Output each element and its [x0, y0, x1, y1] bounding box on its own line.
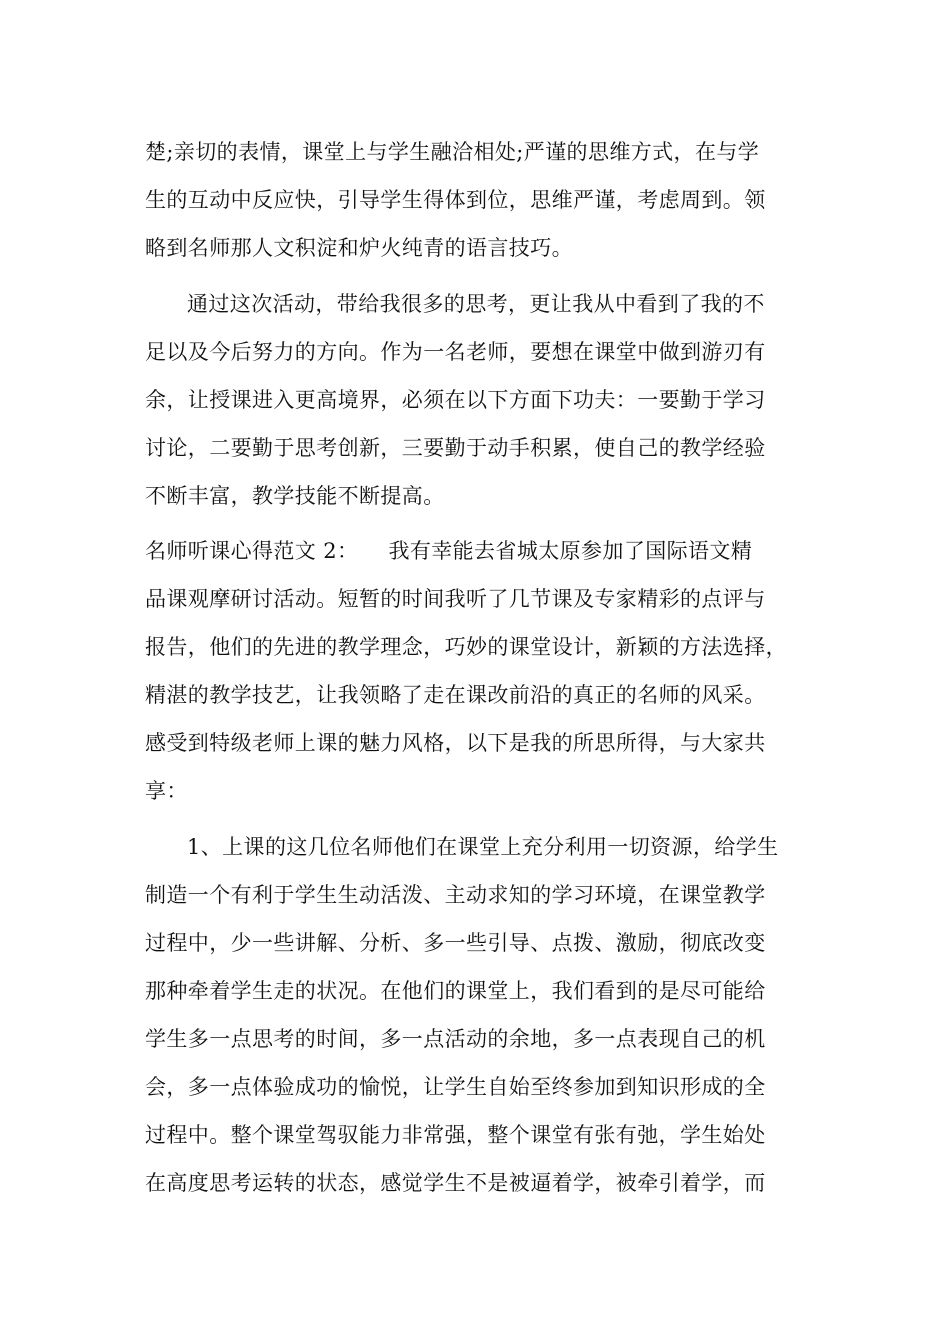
text-line: 讨论，二要勤于思考创新，三要勤于动手积累，使自己的教学经验	[145, 436, 766, 460]
text-line: 不断丰富，教学技能不断提高。	[145, 484, 445, 508]
text-line: 生的互动中反应快，引导学生得体到位，思维严谨，考虑周到。领	[145, 188, 766, 212]
text-line: 品课观摩研讨活动。短暂的时间我听了几节课及专家精彩的点评与	[145, 587, 766, 611]
text-line: 过程中，少一些讲解、分析、多一些引导、点拨、激励，彻底改变	[145, 931, 766, 955]
text-line: 足以及今后努力的方向。作为一名老师，要想在课堂中做到游刃有	[145, 340, 766, 364]
text-line: 精湛的教学技艺，让我领略了走在课改前沿的真正的名师的风采。	[145, 683, 766, 707]
text-line: 会，多一点体验成功的愉悦，让学生自始至终参加到知识形成的全	[145, 1075, 766, 1099]
text-line: 1、上课的这几位名师他们在课堂上充分利用一切资源，给学生	[187, 835, 779, 859]
text-line: 过程中。整个课堂驾驭能力非常强，整个课堂有张有弛，学生始处	[145, 1123, 766, 1147]
text-line: 通过这次活动，带给我很多的思考，更让我从中看到了我的不	[187, 292, 765, 316]
text-line: 感受到特级老师上课的魅力风格，以下是我的所思所得，与大家共	[145, 731, 766, 755]
section-heading-line	[145, 537, 752, 565]
text-line: 制造一个有利于学生生动活泼、主动求知的学习环境，在课堂教学	[145, 883, 766, 907]
text-line: 报告，他们的先进的教学理念，巧妙的课堂设计，新颖的方法选择，	[145, 635, 787, 659]
text-line: 享：	[145, 779, 188, 803]
text-line: 在高度思考运转的状态，感觉学生不是被逼着学，被牵引着学，而	[145, 1171, 766, 1195]
text-line: 学生多一点思考的时间，多一点活动的余地，多一点表现自己的机	[145, 1027, 766, 1051]
section-heading-text: 我有幸能去省城太原参加了国际语文精	[388, 539, 753, 563]
text-line: 楚;亲切的表情，课堂上与学生融洽相处;严谨的思维方式，在与学	[145, 140, 760, 164]
section-heading-label: 名师听课心得范文 2：	[145, 539, 359, 563]
text-line: 略到名师那人文积淀和炉火纯青的语言技巧。	[145, 236, 573, 260]
text-line: 那种牵着学生走的状况。在他们的课堂上，我们看到的是尽可能给	[145, 979, 766, 1003]
text-line: 余，让授课进入更高境界，必须在以下方面下功夫：一要勤于学习	[145, 388, 766, 412]
